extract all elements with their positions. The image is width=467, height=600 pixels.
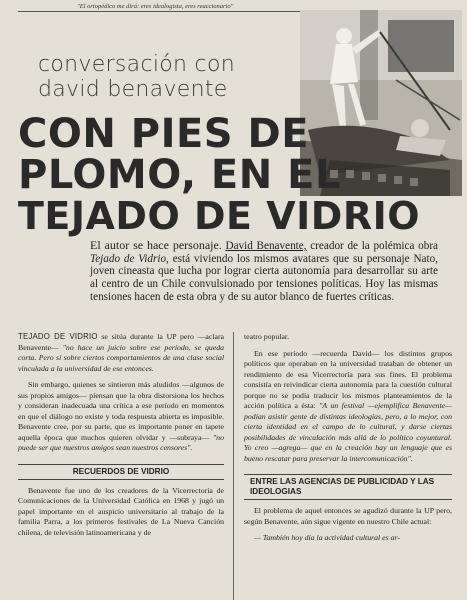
intro-text-2: creador de la polémica obra (310, 240, 439, 252)
column-divider (233, 332, 234, 600)
work-title: Tejado de Vidrio, (90, 252, 169, 265)
right-paragraph-2-quote: "A un festival —ejemplifica Benavente— podían asistir gente de distintas ideologías, pero, a lo mejor, con cierta identidad en el campo de lo cultural, y darse ciertas posibilidades de vinculación más allá de lo político coyuntural. Yo creo —agrega— que en la creación hay un lenguaje que es bueno rescatar para preservar la intercomunicación". (244, 401, 453, 463)
right-paragraph-2-text: En ese período —recuerda David— los distintos grupos políticos que operaban en la universidad trataban de obtener un rendimiento de esa Vicerrectoría para sus fines. El problema consistía en reivindicar cierta autonomía para la cuestión cultural porque no se podía traducir los mismos planteamientos de la acción política a ésta: (244, 348, 452, 410)
left-paragraph-2 (18, 380, 224, 454)
headline-line-2: PLOMO, EN EL (18, 152, 341, 198)
right-paragraph-4: — También hoy día la actividad cultural es ar- (254, 533, 400, 542)
headline-line-3: TEJADO DE VIDRIO (18, 194, 421, 238)
left-paragraph-1 (18, 332, 224, 374)
section-heading-recuerdos: RECUERDOS DE VIDRIO (18, 464, 224, 480)
subheadline-line-2: david benavente (38, 77, 228, 102)
author-name: David Benavente, (225, 240, 307, 252)
subheadline (38, 52, 298, 102)
left-paragraph-2-quote: "no puede ser que nuestros amigos sean nuestros censores". (18, 432, 224, 452)
headline (18, 111, 458, 238)
left-column (18, 332, 224, 544)
right-column (244, 332, 452, 550)
lead-in: TEJADO DE VIDRIO (18, 332, 98, 341)
left-paragraph-1-quote: "no hace un juicio sobre ese período, se queda corta. Pero sí sobre ciertos comportamientos de una clase social vinculada a la universidad de ese entonces. (18, 342, 225, 373)
left-paragraph-2-text: Sin embargo, quienes se sintieron más aludidos —algunos de sus propios amigos— piensan que la obra distorsiona los hechos y consideran inadecuada una crítica a ese período en momentos en que el diálogo no existe y toda respuesta abierta es imposible. Benavente cree, por su parte, que es importante poner en tapete aquella época que muchos quieren olvidar y —subraya— (18, 380, 224, 442)
subheadline-line-1: conversación con (38, 52, 235, 77)
right-paragraph-1: teatro popular. (244, 332, 290, 341)
section-heading-agencias: ENTRE LAS AGENCIAS DE PUBLICIDAD Y LAS IDEOLOGIAS (244, 474, 452, 500)
intro-text-3: está viviendo los mismos avatares que su personaje Nato, joven cineasta que lucha por lograr cierta autonomía para desarrollar su arte al centro de un Chile convulsionado por tensiones políticas. Hoy las mismas tensiones hacen de esta obra y de su autor blanco de fuertes críticas. (90, 252, 438, 303)
intro-paragraph (90, 239, 438, 304)
kicker-quote: "El ortopédico me dirá: eres idealogista, eres reaccionario" (74, 3, 320, 10)
right-paragraph-2 (244, 349, 452, 465)
headline-line-1: CON PIES DE (18, 111, 310, 157)
left-paragraph-3: Benavente fue uno de los creadores de la Vicerrectoría de Comunicaciones de la Universidad Católica en 1968 y jugó un papel importante en el auspicio universitario al trabajo de la familia Parra, a los primeros festivales de La Nueva Canción chilena, de televisión latinoamericana y de (18, 485, 224, 537)
left-paragraph-1-text: se sitúa durante la UP pero —aclara Benavente— (18, 332, 225, 352)
right-paragraph-3: El problema de aquel entonces se agudizó durante la UP pero, según Benavente, aún sigue vigente en nuestro Chile actual: (244, 506, 452, 526)
intro-text-1: El autor se hace personaje. (90, 238, 222, 252)
